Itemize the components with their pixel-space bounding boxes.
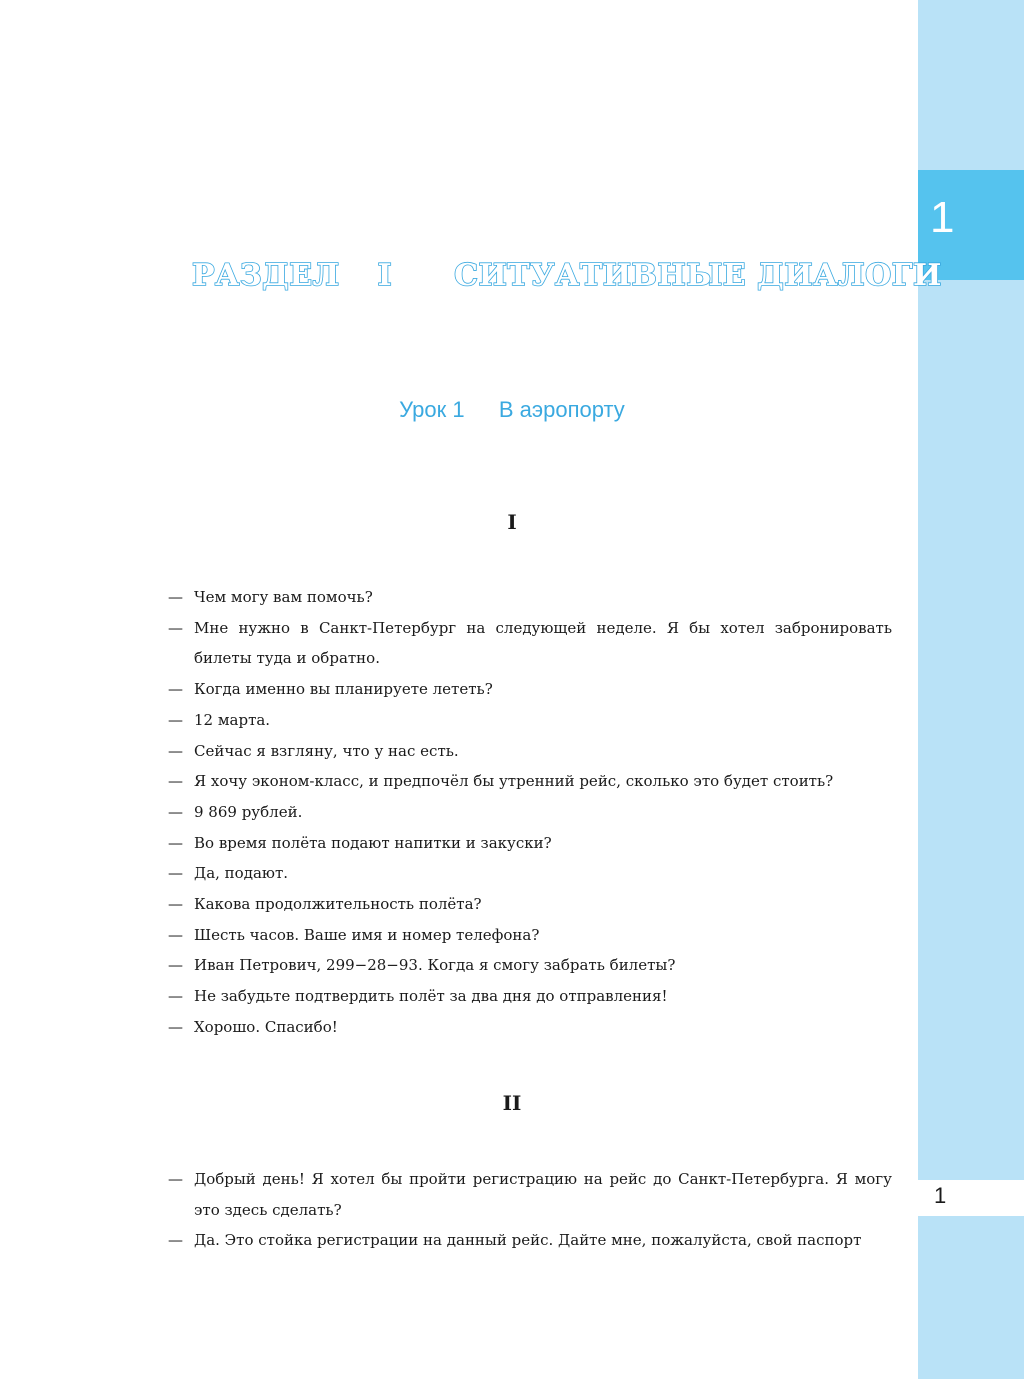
dialog-text: Во время полёта подают напитки и закуски?	[194, 833, 552, 852]
dialog-text: Добрый день! Я хотел бы пройти регистрацию на рейс до Санкт-Петербурга. Я могу это здесь сделать?	[194, 1170, 892, 1219]
dialog-line	[168, 981, 892, 1012]
part-numeral-2: II	[502, 1091, 522, 1115]
dialog-dash: —	[168, 1017, 183, 1036]
dialog-text: Не забудьте подтвердить полёт за два дня до отправления!	[194, 987, 668, 1006]
dialog-text: Да. Это стойка регистрации на данный рейс. Дайте мне, пожалуйста, свой паспорт	[194, 1231, 862, 1250]
dialog-text: Какова продолжительность полёта?	[194, 895, 482, 914]
dialog-dash: —	[168, 741, 183, 760]
section-heading	[192, 258, 942, 294]
dialog-text: Иван Петрович, 299−28−93. Когда я смогу забрать билеты?	[194, 956, 676, 975]
dialog-part-1	[168, 582, 892, 1043]
dialog-dash: —	[168, 802, 183, 821]
dialog-line	[168, 889, 892, 920]
dialog-line	[168, 674, 892, 705]
dialog-text: Шесть часов. Ваше имя и номер телефона?	[194, 925, 540, 944]
dialog-dash: —	[168, 864, 183, 883]
dialog-line	[168, 950, 892, 981]
dialog-dash: —	[168, 895, 183, 914]
lesson-label: Урок 1	[399, 397, 465, 422]
dialog-line	[168, 736, 892, 767]
dialog-line	[168, 613, 892, 674]
dialog-line	[168, 1012, 892, 1043]
dialog-dash: —	[168, 987, 183, 1006]
dialog-dash: —	[168, 833, 183, 852]
dialog-dash: —	[168, 1170, 183, 1188]
chapter-tab-number: 1	[930, 193, 955, 242]
dialog-dash: —	[168, 925, 183, 944]
section-title: СИТУАТИВНЫЕ ДИАЛОГИ	[454, 258, 942, 293]
dialog-line	[168, 920, 892, 951]
dialog-text: Сейчас я взгляну, что у нас есть.	[194, 741, 459, 760]
dialog-text: Да, подают.	[194, 864, 289, 883]
dialog-text: Когда именно вы планируете лететь?	[194, 680, 493, 699]
dialog-line	[168, 705, 892, 736]
dialog-text: Я хочу эконом-класс, и предпочёл бы утренний рейс, сколько это будет стоить?	[194, 772, 834, 791]
dialog-dash: —	[168, 1231, 183, 1250]
dialog-line	[168, 1225, 892, 1256]
dialog-text: 12 марта.	[194, 710, 271, 729]
section-roman: I	[377, 258, 393, 293]
dialog-text: Мне нужно в Санкт-Петербург на следующей неделе. Я бы хотел забронировать билеты туда и обратно.	[194, 618, 892, 668]
dialog-line	[168, 582, 892, 613]
dialog-part-2	[168, 1164, 892, 1256]
lesson-heading	[0, 397, 1024, 423]
dialog-dash: —	[168, 710, 183, 729]
dialog-line	[168, 1164, 892, 1225]
page-number: 1	[934, 1183, 947, 1208]
dialog-text: 9 869 рублей.	[194, 802, 303, 821]
dialog-line	[168, 828, 892, 859]
dialog-text: Хорошо. Спасибо!	[194, 1017, 338, 1036]
section-label: РАЗДЕЛ	[192, 258, 340, 293]
dialog-dash: —	[168, 588, 183, 606]
lesson-title: В аэропорту	[498, 397, 625, 422]
dialog-line	[168, 797, 892, 828]
part-numeral-1: I	[507, 510, 517, 534]
dialog-dash: —	[168, 618, 183, 637]
dialog-dash: —	[168, 680, 183, 699]
dialog-line	[168, 858, 892, 889]
dialog-dash: —	[168, 956, 183, 975]
dialog-dash: —	[168, 772, 183, 791]
dialog-line	[168, 766, 892, 797]
dialog-text: Чем могу вам помочь?	[194, 588, 373, 606]
